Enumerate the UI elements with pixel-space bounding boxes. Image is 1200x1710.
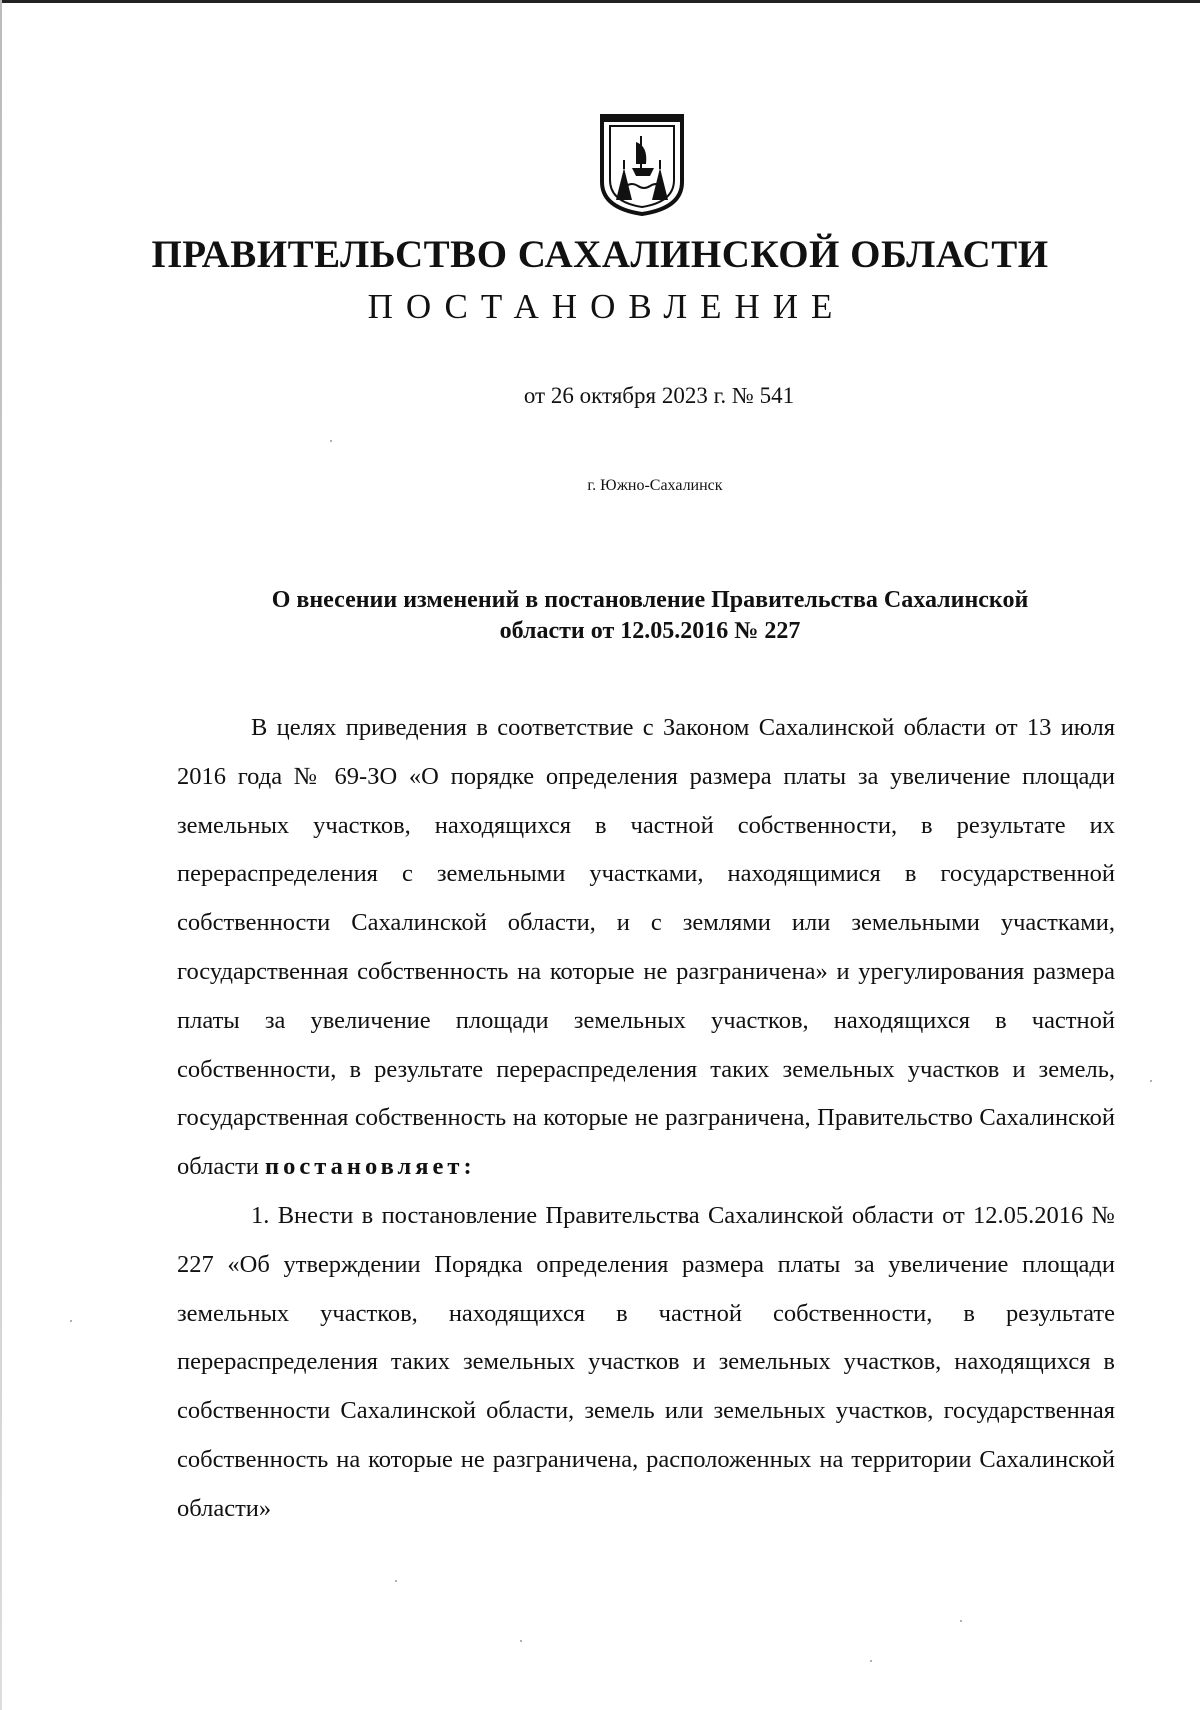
- document-type: ПОСТАНОВЛЕНИЕ: [367, 287, 846, 326]
- paragraph-preamble: [177, 704, 1115, 1192]
- scan-speck: [395, 1580, 397, 1582]
- scan-speck: [870, 1660, 872, 1662]
- scan-speck: [330, 440, 332, 442]
- document-city: г. Южно-Сахалинск: [587, 477, 723, 494]
- scan-speck: [1150, 1080, 1152, 1082]
- scan-speck: [960, 1620, 962, 1622]
- resolves-keyword: постановляет: [265, 1153, 464, 1181]
- scan-edge-top: [0, 0, 1200, 3]
- preamble-text: В целях приведения в соответствие с Законом Сахалинской области от 13 июля 2016 года № 69-ЗО «О порядке определения размера платы за увеличение площади земельных участков, находящихся в частной собственности, в результате их перераспределения с земельными участками, находящимися в государственной собственности Сахалинской области, и с землями или земельными участками, государственная собственность на которые не разграничена» и урегулирования размера платы за увеличение площади земельных участков, находящихся в частной собственности, в результате перераспределения таких земельных участков и земель, государственная собственность на которые не разграничена, Правительство Сахалинской области: [177, 714, 1115, 1181]
- coat-of-arms-icon: [596, 112, 688, 216]
- document-date-number: от 26 октября 2023 г. № 541: [523, 383, 795, 408]
- government-title: ПРАВИТЕЛЬСТВО САХАЛИНСКОЙ ОБЛАСТИ: [151, 233, 1049, 276]
- paragraph-item-1: 1. Внести в постановление Правительства Сахалинской области от 12.05.2016 № 227 «Об утверждении Порядка определения размера платы за увеличение площади земельных участков, находящихся в частной собственности, в результате перераспределения таких земельных участков и земельных участков, находящихся в собственности Сахалинской области, земель или земельных участков, государственная собственность на которые не разграничена, расположенных на территории Сахалинской области»: [177, 1201, 1115, 1522]
- subject-line-2: области от 12.05.2016 № 227: [499, 618, 801, 644]
- scan-speck: [520, 1640, 522, 1642]
- scan-speck: [70, 1320, 72, 1322]
- document-subject: [200, 585, 1100, 647]
- resolves-colon: :: [463, 1153, 476, 1181]
- subject-line-1: О внесении изменений в постановление Правительства Сахалинской: [271, 587, 1029, 613]
- document-body: [177, 704, 1115, 1534]
